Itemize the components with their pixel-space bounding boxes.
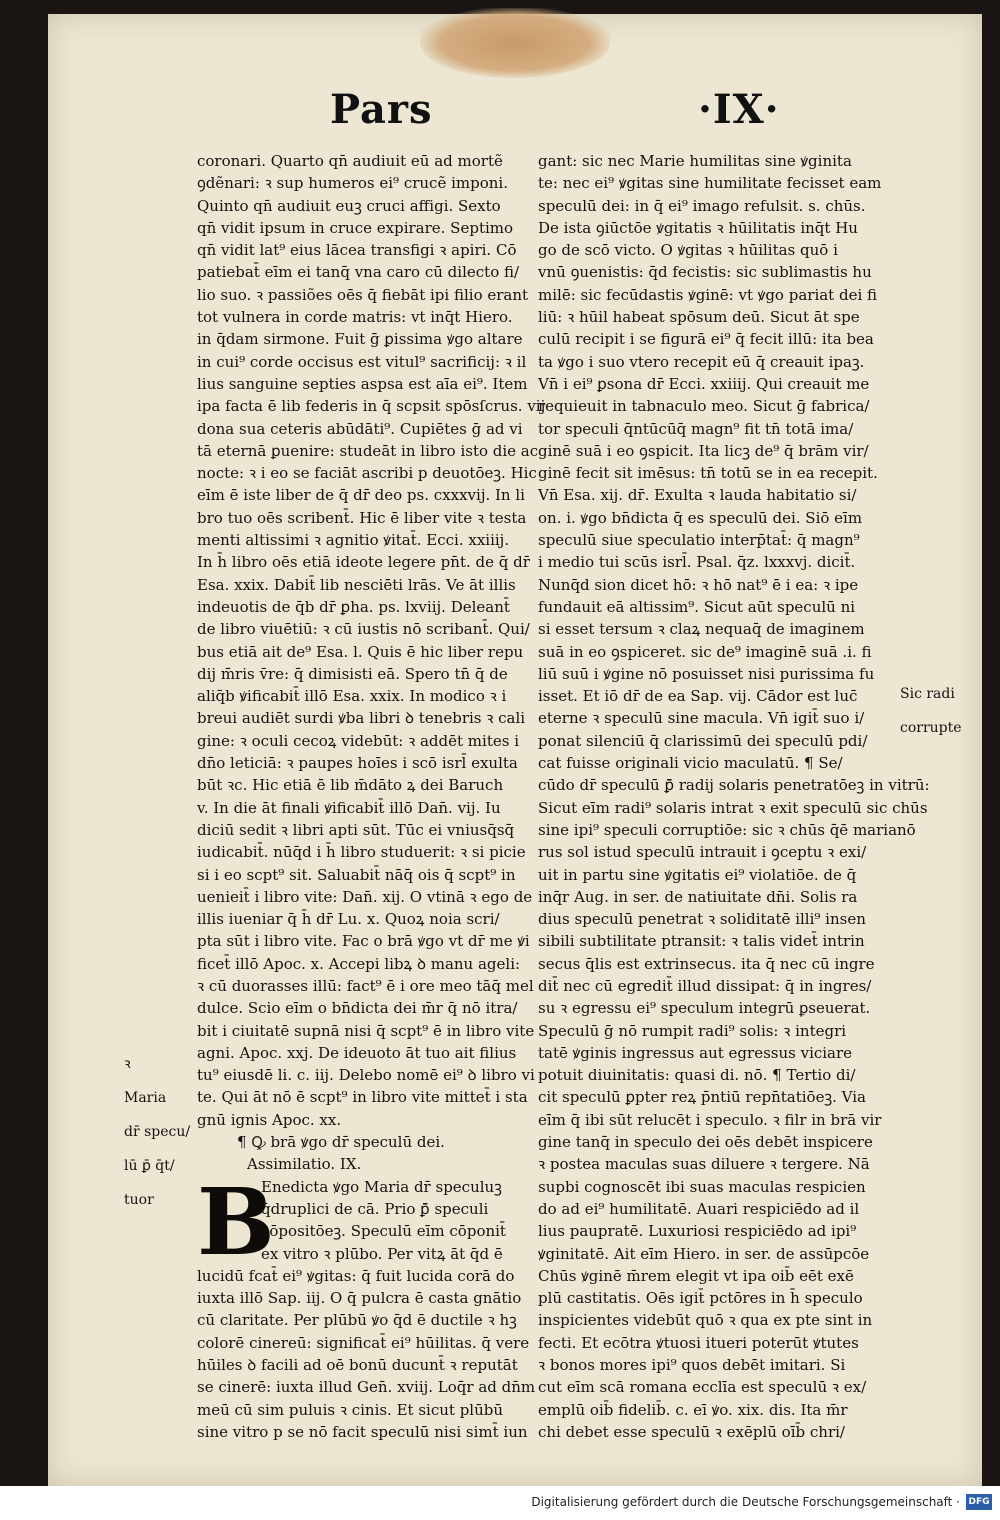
marginal-line: Maria [124, 1090, 167, 1106]
text-line: te. Qui āt nō ē scpt⁹ in libro vite mittet̄ i sta [197, 1088, 528, 1107]
text-line: Vn̄ i ei⁹ ꝑsona dr̄ Ecci. xxiiij. Qui creauit me [538, 374, 870, 393]
text-line: sibili subtilitate ptransit: ꝛ talis videt̄ intrin [538, 932, 865, 951]
marginal-line: ꝛ [124, 1056, 131, 1072]
text-line: tatē ꝟginis ingressus aut egressus viciare [538, 1043, 853, 1062]
text-line: tor speculi q̄ntūcūq̄ magn⁹ fit tn̄ totā ima/ [538, 419, 854, 438]
text-line: aliq̄b ꝟificabit̄ illō Esa. xxix. In modico ꝛ i [197, 687, 507, 706]
text-line: lio suo. ꝛ passiões oēs q̄ fiebāt ipi filio erant [197, 285, 529, 304]
text-line: Enedicta ꝟgo Maria dr̄ speculuꝫ [261, 1177, 502, 1196]
text-line: tā eternā ꝑuenire: studeāt in libro isto die ac [197, 441, 539, 460]
text-line: iudicabit̄. nūq̄d i h̄ libro studuerit: ꝛ si picie [197, 843, 526, 862]
text-line: emplū oib̄ fidelib̄. c. eī ꝟo. xix. dis. Ita m̄r [538, 1400, 848, 1419]
text-line: inq̄r Aug. in ser. de natiuitate dn̄i. Solis ra [538, 887, 858, 906]
text-line: in q̄dam sirmone. Fuit ḡ ꝑissima ꝟgo altare [197, 330, 523, 349]
text-line: milē: sic fecūdastis ꝟginē: vt ꝟgo pariat dei fi [538, 285, 878, 304]
text-line: rus sol istud speculū intrauit i ꝯceptu ꝛ exi/ [538, 843, 867, 862]
text-line: se cinerē: iuxta illud Gen̄. xviij. Loq̄r ad dn̄m [197, 1378, 536, 1397]
text-line: speculū dei: in q̄ ei⁹ imago refulsit. s. chūs. [538, 196, 866, 215]
text-line: gnū ignis Apoc. xx. [197, 1110, 342, 1129]
footer-bar [0, 1486, 1000, 1520]
chapter-subheading: Assimilatio. IX. [247, 1155, 362, 1174]
text-line: Quinto qn̄ audiuit euꝫ cruci affigi. Sexto [197, 196, 501, 215]
text-line: eīm q̄ ibi sūt relucēt i speculo. ꝛ filr in brā vir [538, 1110, 882, 1129]
text-line: dona sua ceteris abūdāti⁹. Cupiētes ḡ ad vi [197, 419, 523, 438]
text-line: ta ꝟgo i suo vtero recepit eū q̄ creauit ipaꝫ. [538, 352, 865, 371]
text-line: coronari. Quarto qn̄ audiuit eū ad mortẽ [197, 152, 503, 170]
paper-stain [420, 8, 610, 78]
marginal-line: dr̄ specu/ [124, 1124, 191, 1140]
text-line: dit̄ nec cū egredit̄ illud dissipat: q̄ in ingres/ [538, 976, 872, 995]
text-line: fundauit eā altissim⁹. Sicut aūt speculū ni [538, 597, 856, 616]
text-line: dij m̄ris v̄re: q̄ dimisisti eā. Spero tn̄ q̄ de [197, 664, 508, 683]
text-line: ginē suā i eo ꝯspicit. Ita licꝫ de⁹ q̄ brām vir/ [538, 441, 869, 460]
text-line: ꝛ bonos mores ipi⁹ quos debēt imitari. Si [538, 1356, 846, 1375]
text-line: lius paupratē. Luxuriosi respiciēdo ad ipi⁹ [538, 1222, 857, 1241]
marginal-line: lū ꝑ̄ q̄t/ [124, 1158, 175, 1174]
text-line: breui audiēt surdi ꝟba libri ꝺ tenebris ꝛ cali [197, 709, 526, 728]
text-line: De ista ꝯiūctōe ꝟgitatis ꝛ hūilitatis inq̄t Hu [538, 218, 858, 237]
text-line: cat fuisse originali vicio maculatū. ¶ Se/ [538, 754, 843, 773]
text-line: Chūs ꝟginē m̄rem elegit vt ipa oib̄ eēt exē [538, 1266, 854, 1285]
text-line: in cui⁹ corde occisus est vitul⁹ sacrificij: ꝛ il [197, 352, 527, 371]
text-line: Vn̄ Esa. xij. dr̄. Exulta ꝛ lauda habitatio si/ [538, 486, 857, 505]
right-marginal-note [900, 670, 962, 752]
text-line: si i eo scpt⁹ sit. Saluabit̄ nāq̄ ois q̄ scpt⁹ in [197, 865, 516, 884]
text-line: suā in eo ꝯspiceret. sic de⁹ imaginē suā .i. fi [538, 642, 872, 661]
text-line: diciū sedit ꝛ libri apti sūt. Tūc ei vniusq̄sq̄ [197, 820, 515, 839]
text-line: colorē cinereū: significat̄ ei⁹ hūilitas. q̄ vere [197, 1333, 530, 1352]
text-line: Speculū ḡ nō rumpit radi⁹ solis: ꝛ integri [538, 1021, 847, 1040]
text-line: liū suū i ꝟgine nō posuisset nisi purissima fu [538, 664, 875, 683]
text-line: ꝟginitatē. Ait eīm Hiero. in ser. de assūpcōe [538, 1244, 870, 1263]
text-line: i medio tui scūs isrl̄. Psal. q̄z. lxxxvj. dicit̄. [538, 553, 856, 572]
text-line: fecti. Et ecōtra ꝟtuosi itueri poterūt ꝟtutes [538, 1333, 859, 1352]
decorated-initial: B [197, 1167, 275, 1276]
text-line: menti altissimi ꝛ agnitio ꝟitat̄. Ecci. xxiiij. [197, 531, 510, 550]
text-line: go de scō victo. O ꝟgitas ꝛ hūilitas quō i [538, 241, 838, 260]
text-line: pta sūt i libro vite. Fac o brā ꝟgo vt dr̄ me ꝟi [197, 932, 530, 951]
funding-credit: Digitalisierung gefördert durch die Deutsche Forschungsgemeinschaft · [531, 1495, 960, 1509]
text-line: ginē fecit sit imēsus: tn̄ totū se in ea recepit. [538, 464, 878, 483]
text-line: meū cū sim puluis ꝛ cinis. Et sicut plūbū [197, 1400, 504, 1419]
left-column-upper-text [197, 150, 546, 1131]
text-line: Sicut eīm radi⁹ solaris intrat ꝛ exit speculū sic chūs [538, 798, 928, 817]
text-line: requieuit in tabnaculo meo. Sicut ḡ fabrica/ [538, 397, 870, 416]
text-line: do ad ei⁹ humilitatē. Auari respiciēdo ad il [538, 1199, 860, 1218]
text-line: cit speculū ꝑpter reꝝ p̄ntiū repn̄tatiōeꝫ. Via [538, 1088, 866, 1107]
text-line: su ꝛ egressu ei⁹ speculum integrū ꝑseuerat. [538, 999, 871, 1018]
text-line: gine tanq̄ in speculo dei oēs debēt inspicere [538, 1133, 873, 1152]
text-line: ipa facta ē lib federis in q̄ scpsit spōsſcrus. vij [197, 397, 546, 416]
text-line: sine vitro p se nō facit speculū nisi simt̄ iun [197, 1422, 528, 1441]
text-line: culū recipit i se figurā ei⁹ q̄ fecit illū: ita bea [538, 330, 874, 349]
text-line: si esset tersum ꝛ claꝝ nequaq̄ de imaginem [538, 620, 865, 639]
text-line: qn̄ vidit ipsum in cruce expirare. Septimo [197, 218, 514, 237]
running-head-folio: ·IX· [698, 86, 780, 133]
marginal-line: Sic radi [900, 686, 955, 702]
text-line: qn̄ vidit lat⁹ eius lācea transfigi ꝛ apiri. Cō [197, 241, 517, 260]
text-line: secus q̄lis est extrinsecus. ita q̄ nec cū ingre [538, 954, 875, 973]
text-line: chi debet esse speculū ꝛ exēplū oīb̄ chri/ [538, 1422, 845, 1441]
chapter-heading: ¶ Ꝙ brā ꝟgo dr̄ speculū dei. [237, 1133, 445, 1152]
text-line: isset. Et iō dr̄ de ea Sap. vij. Cādor est luc̄ [538, 687, 858, 706]
text-line: tu⁹ eiusdē li. c. iij. Delebo nomē ei⁹ ꝺ libro vi [197, 1066, 535, 1085]
text-line: dius speculū penetrat ꝛ soliditatē illi⁹ insen [538, 910, 866, 929]
text-line: de libro viuētiū: ꝛ cū iustis nō scribant̄. Qui/ [197, 620, 530, 639]
text-line: Esa. xxix. Dabit̄ lib nesciēti lrās. Ve āt illis [197, 575, 516, 594]
text-line: nocte: ꝛ i eo se faciāt ascribi p deuotōeꝫ. Hic [197, 464, 537, 483]
text-line: cōpositōeꝫ. Speculū eīm cōponit̄ [261, 1222, 506, 1241]
text-line: hūiles ꝺ facili ad oē bonū ducunt̄ ꝛ reputāt [197, 1356, 518, 1375]
text-line: potuit diuinitatis: quasi di. nō. ¶ Tertio di/ [538, 1066, 856, 1085]
text-line: gine: ꝛ oculi cecoꝝ videbūt: ꝛ addēt mites i [197, 731, 519, 750]
text-line: dn̄o leticiā: ꝛ paupes hoīes i scō isrl̄ exulta [197, 754, 518, 773]
text-line: Nunq̄d sion dicet hō: ꝛ hō nat⁹ ē i ea: ꝛ ipe [538, 575, 859, 594]
text-line: lius sanguine septies aspsa est aīa ei⁹. Item [197, 374, 528, 393]
text-line: ꝛ cū duorasses illū: fact⁹ ē i ore meo tāq̄ mel [197, 976, 534, 995]
text-line: q̄druplici de cā. Prio ꝑ̄ speculi [261, 1199, 489, 1218]
text-line: ficet̄ illō Apoc. x. Accepi libꝝ ꝺ manu ageli: [197, 954, 521, 973]
marginal-line: corrupte [900, 720, 962, 736]
left-column-lower-text [197, 1265, 536, 1443]
text-line: vnū ꝯuenistis: q̄d fecistis: sic sublimastis hu [538, 263, 872, 282]
text-line: uit in partu sine ꝟgitatis ei⁹ violatiōe. de q̄ [538, 865, 857, 884]
text-line: ex vitro ꝛ plūbo. Per vitꝝ āt q̄d ē [261, 1244, 503, 1263]
text-line: In h̄ libro oēs etiā ideote legere pn̄t. de q̄ dr̄ [197, 553, 530, 572]
text-line: lucidū fcat̄ ei⁹ ꝟgitas: q̄ fuit lucida corā do [197, 1266, 515, 1285]
text-line: agni. Apoc. xxj. De ideuoto āt tuo ait filius [197, 1043, 517, 1062]
text-line: būt ꝛc. Hic etiā ē lib m̄dāto ꝝ dei Baruch [197, 776, 504, 795]
text-line: tot vulnera in corde matris: vt inq̄t Hiero. [197, 308, 513, 327]
text-line: illis iueniar q̄ h̄ dr̄ Lu. x. Quoꝝ noia scri/ [197, 910, 500, 929]
text-line: sine ipi⁹ speculi corruptiōe: sic ꝛ chūs q̄ē marianō [538, 820, 916, 839]
text-line: speculū siue speculatio interp̄tat̄: q̄ magn⁹ [538, 531, 860, 550]
text-line: inspicientes videbūt quō ꝛ qua ex pte sint in [538, 1311, 873, 1330]
text-line: v. In die āt finali ꝟificabit̄ illō Dan̄. vij. Iu [197, 798, 501, 817]
marginal-line: tuor [124, 1192, 154, 1208]
text-line: ponat silenciū q̄ clarissimū dei speculū pdi/ [538, 731, 868, 750]
left-text-column [197, 150, 546, 1443]
text-line: ꝯdẽnari: ꝛ sup humeros ei⁹ crucẽ imponi. [197, 174, 508, 193]
text-line: iuxta illō Sap. iij. O q̄ pulcra ē casta gnātio [197, 1289, 522, 1308]
text-line: on. i. ꝟgo bn̄dicta q̄ es speculū dei. Siō eīm [538, 508, 863, 527]
text-line: bro tuo oēs scribent̄. Hic ē liber vite ꝛ testa [197, 508, 527, 527]
text-line: dulce. Scio eīm o bn̄dicta dei m̄r q̄ nō itra/ [197, 999, 518, 1018]
text-line: liū: ꝛ hūil habeat spōsum deū. Sicut āt spe [538, 308, 860, 327]
text-line: ꝛ postea maculas suas diluere ꝛ tergere. Nā [538, 1155, 870, 1174]
text-line: eterne ꝛ speculū sine macula. Vn̄ igit̄ suo i/ [538, 709, 865, 728]
text-line: supbi cognoscēt ibi suas maculas respicien [538, 1177, 866, 1196]
running-head-left: Pars [330, 86, 433, 133]
text-line: gant: sic nec Marie humilitas sine ꝟginita [538, 152, 852, 170]
text-line: cūdo dr̄ speculū ꝑ̄ radij solaris penetratōeꝫ in vitrū: [538, 776, 930, 795]
text-line: bit i ciuitatē supnā nisi q̄ scpt⁹ ē in libro vite [197, 1021, 535, 1040]
text-line: plū castitatis. Oēs igit̄ pctōres in h̄ speculo [538, 1289, 863, 1308]
text-line: cū claritate. Per plūbū ꝟo q̄d ē ductile ꝛ hꝫ [197, 1311, 517, 1330]
text-line: eīm ē iste liber de q̄ dr̄ deo ps. cxxxvij. In li [197, 486, 525, 505]
text-line: uenieit̄ i libro vite: Dan̄. xij. O vtinā ꝛ ego de [197, 887, 533, 906]
text-line: patiebat̄ eīm ei tanq̄ vna caro cū dilecto fi/ [197, 263, 520, 282]
dfg-logo-icon: DFG [966, 1494, 992, 1510]
left-marginal-note [124, 1040, 190, 1224]
text-line: bus etiā ait de⁹ Esa. l. Quis ē hic liber repu [197, 642, 524, 661]
text-line: cut eīm scā romana ecclīa est speculū ꝛ ex/ [538, 1378, 867, 1397]
text-line: te: nec ei⁹ ꝟgitas sine humilitate fecisset eam [538, 174, 882, 193]
text-line: indeuotis de q̄b dr̄ ꝑha. ps. lxviij. Deleant̄ [197, 597, 510, 616]
